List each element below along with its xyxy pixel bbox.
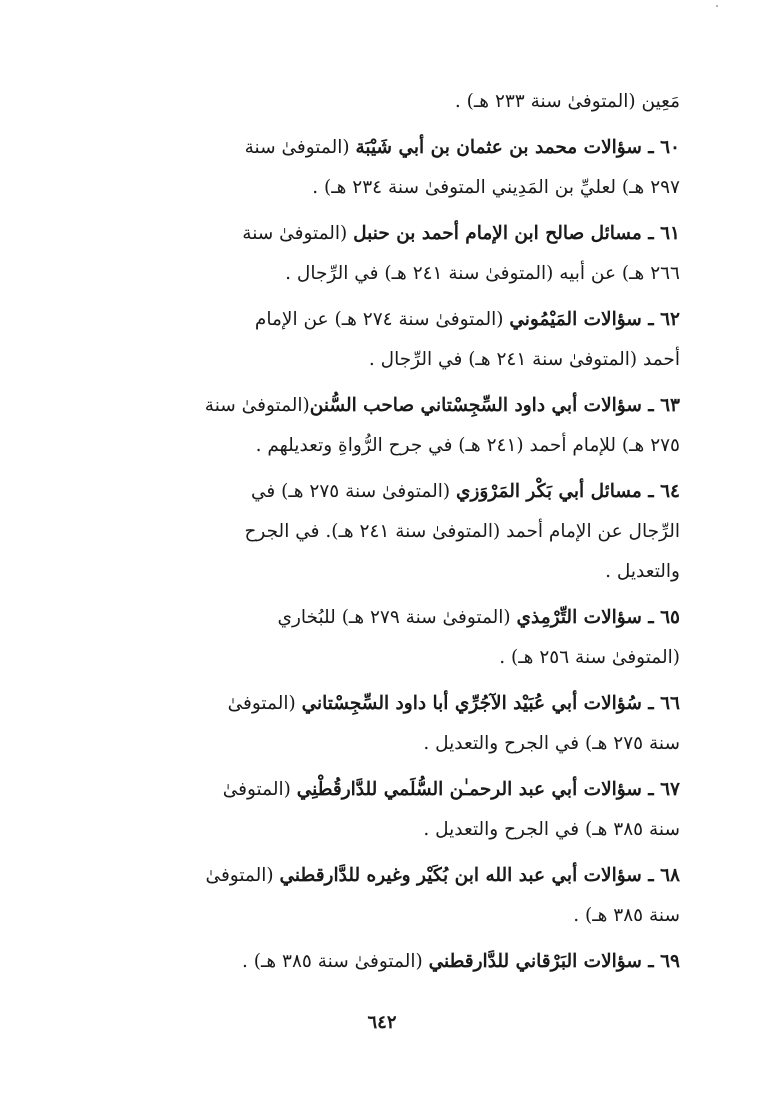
- entry-text: (المتوفىٰ سنة ٢٧٩ هـ) للبُخاري: [277, 607, 517, 628]
- entry-64: [154, 472, 680, 592]
- entry-text: أحمد (المتوفىٰ سنة ٢٤١ هـ) في الرِّجال .: [368, 349, 680, 370]
- entry-text: ٢٧٥ هـ) للإمام أحمد (٢٤١ هـ) في جرح الرُّواةِ وتعديلهم .: [255, 435, 680, 456]
- entry-text: الرِّجال عن الإمام أحمد (المتوفىٰ سنة ٢٤١ هـ). في الجرح: [244, 521, 680, 542]
- entry-66: [154, 684, 680, 764]
- entry-title: ٦١ ـ مسائل صالح ابن الإمام أحمد بن حنبل: [353, 223, 680, 244]
- entry-text: (المتوفىٰ: [227, 693, 302, 714]
- entry-text: (المتوفىٰ سنة ٢٧٥ هـ) في: [250, 481, 456, 502]
- entry-text: (المتوفىٰ سنة ٢٥٦ هـ) .: [499, 647, 680, 668]
- entry-title: ٦٥ ـ سؤالات التِّرْمِذي: [516, 607, 680, 628]
- entry-text: (المتوفىٰ سنة ٢٧٤ هـ) عن الإمام: [254, 309, 510, 330]
- entry-title: ٦٨ ـ سؤالات أبي عبد الله ابن بُكَيْر وغيره للدَّارقطني: [279, 865, 680, 886]
- entry-title: ٦٧ ـ سؤالات أبي عبد الرحمـٰن السُّلَمي للدَّارقُطْنِي: [296, 779, 680, 800]
- continuation-line: مَعِين (المتوفىٰ سنة ٢٣٣ هـ) .: [454, 91, 680, 112]
- entry-text: (المتوفىٰ: [222, 779, 297, 800]
- entry-text: والتعديل .: [605, 561, 680, 582]
- entry-text: (المتوفىٰ سنة ٣٨٥ هـ) .: [241, 951, 429, 972]
- entry-60: [154, 128, 680, 208]
- continuation-paragraph: [154, 82, 680, 122]
- entry-61: [154, 214, 680, 294]
- entry-text: (المتوفىٰ سنة: [242, 223, 354, 244]
- entry-67: [154, 770, 680, 850]
- entry-title: ٦٣ ـ سؤالات أبي داود السِّجِسْتاني صاحب السُّنن: [309, 395, 680, 416]
- entry-text: (المتوفىٰ سنة: [204, 395, 310, 416]
- scan-speck: [716, 5, 718, 7]
- entry-title: ٦٤ ـ مسائل أبي بَكْر المَرْوَزي: [455, 481, 680, 502]
- entry-title: ٦٦ ـ سُؤالات أبي عُبَيْد الآجُرِّي أبا داود السِّجِسْتاني: [301, 693, 680, 714]
- page-number: ٦٤٢: [367, 1012, 397, 1033]
- entry-text: ٢٦٦ هـ) عن أبيه (المتوفىٰ سنة ٢٤١ هـ) في الرِّجال .: [285, 263, 680, 284]
- entry-title: ٦٢ ـ سؤالات المَيْمُوني: [509, 309, 680, 330]
- entry-63: [154, 386, 680, 466]
- entry-text: ٢٩٧ هـ) لعليِّ بن المَدِيني المتوفىٰ سنة ٢٣٤ هـ) .: [312, 177, 680, 198]
- entry-text: سنة ٢٧٥ هـ) في الجرح والتعديل .: [423, 733, 680, 754]
- entry-title: ٦٩ ـ سؤالات البَرْقاني للدَّارقطني: [428, 951, 680, 972]
- entry-68: [154, 856, 680, 936]
- entry-text: (المتوفىٰ سنة: [244, 137, 356, 158]
- entry-62: [154, 300, 680, 380]
- entry-69: [154, 942, 680, 982]
- entry-text: (المتوفىٰ: [205, 865, 280, 886]
- entry-text: سنة ٣٨٥ هـ) .: [573, 905, 680, 926]
- entry-65: [154, 598, 680, 678]
- main-text: [154, 82, 680, 982]
- entry-text: سنة ٣٨٥ هـ) في الجرح والتعديل .: [423, 819, 680, 840]
- entry-title: ٦٠ ـ سؤالات محمد بن عثمان بن أبي شَيْبَة: [355, 137, 680, 158]
